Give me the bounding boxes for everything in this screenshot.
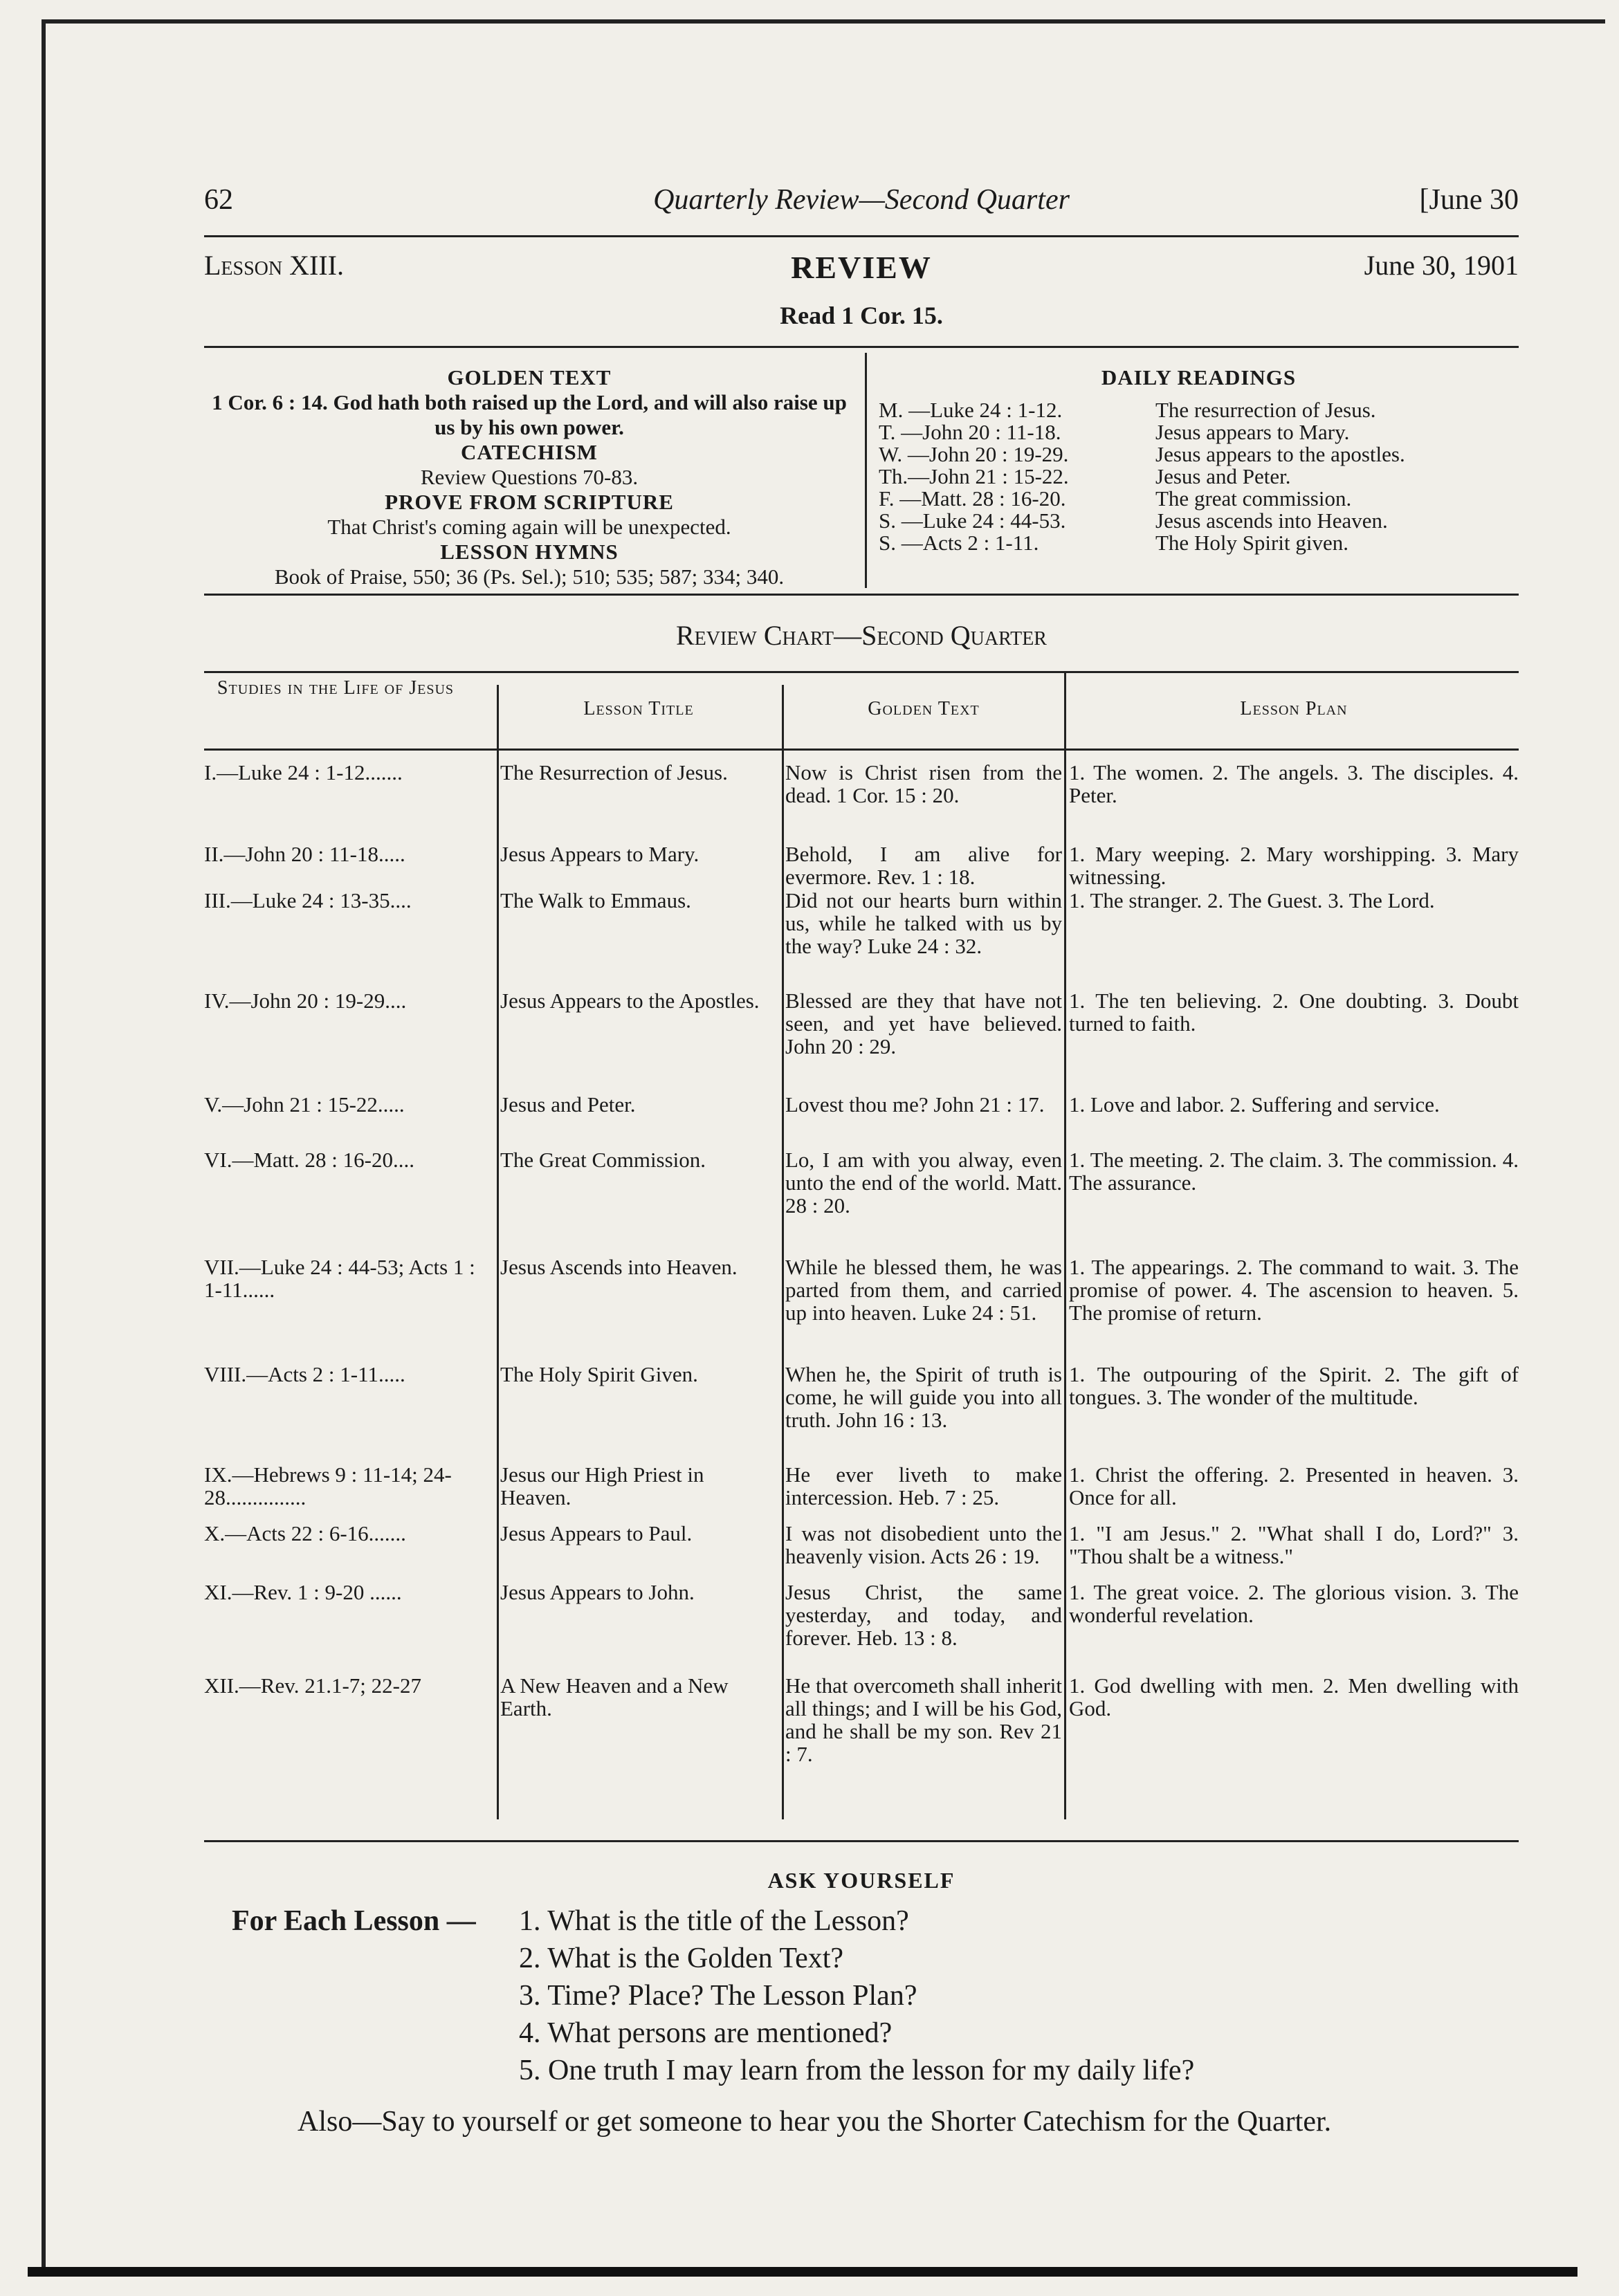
daily-reading-row (879, 399, 1519, 421)
reading-desc: The Holy Spirit given. (1155, 531, 1348, 555)
lesson-title-cell: The Holy Spirit Given. (500, 1362, 698, 1386)
golden-text-cell: Blessed are they that have not seen, and yet have believed. John 20 : 29. (785, 989, 1062, 1058)
daily-reading-row (879, 510, 1519, 532)
golden-text-cell: He ever liveth to make intercession. Heb. 7 : 25. (785, 1462, 1062, 1509)
lesson-header (204, 249, 1519, 291)
column-divider (1064, 671, 1066, 1819)
info-bottom-rule (204, 594, 1519, 596)
study-cell: II.—John 20 : 11-18..... (204, 842, 405, 866)
chart-header-rule (204, 749, 1519, 751)
lesson-title-cell: Jesus Appears to Paul. (500, 1521, 693, 1545)
golden-text-cell: Did not our hearts burn within us, while he talked with us by the way? Luke 24 : 32. (785, 888, 1062, 958)
head-rule (204, 235, 1519, 237)
lesson-title-cell: Jesus Appears to John. (500, 1580, 695, 1604)
reading-line: Read 1 Cor. 15. (780, 302, 943, 329)
daily-reading-row (879, 466, 1519, 488)
reading-desc: Jesus appears to Mary. (1155, 420, 1350, 444)
prove-heading: PROVE FROM SCRIPTURE (385, 490, 674, 514)
page-number: 62 (204, 184, 233, 216)
lesson-plan-cell: 1. The appearings. 2. The command to wait. 3. The promise of power. 4. The ascension to heaven. 5. The promise of return. (1069, 1255, 1519, 1325)
chart-bottom-rule (204, 1840, 1519, 1842)
ask-also: Also—Say to yourself or get someone to hear you the Shorter Catechism for the Quarter. (298, 2106, 1332, 2138)
lesson-title-cell: Jesus Appears to the Apostles. (500, 989, 760, 1013)
lesson-plan-cell: 1. The stranger. 2. The Guest. 3. The Lord. (1069, 888, 1435, 912)
study-cell: VII.—Luke 24 : 44-53; Acts 1 : 1-11...... (204, 1255, 475, 1302)
study-cell: V.—John 21 : 15-22..... (204, 1092, 405, 1117)
daily-readings-heading: DAILY READINGS (1101, 365, 1297, 389)
golden-text-cell: While he blessed them, he was parted from them, and carried up into heaven. Luke 24 : 51. (785, 1255, 1062, 1325)
reading-ref: Th.—John 21 : 15-22. (879, 464, 1069, 488)
page-edge-top (42, 7, 1605, 24)
golden-text-cell: Now is Christ risen from the dead. 1 Cor. 15 : 20. (785, 760, 1062, 807)
lesson-plan-cell: 1. The meeting. 2. The claim. 3. The commission. 4. The assurance. (1069, 1148, 1519, 1195)
lesson-plan-cell: 1. The ten believing. 2. One doubting. 3. Doubt turned to faith. (1069, 989, 1519, 1036)
lesson-plan-cell: 1. Christ the offering. 2. Presented in heaven. 3. Once for all. (1069, 1462, 1519, 1509)
study-cell: X.—Acts 22 : 6-16....... (204, 1521, 406, 1545)
info-box (204, 353, 1519, 588)
reading-desc: Jesus ascends into Heaven. (1155, 508, 1388, 533)
golden-text-cell: Jesus Christ, the same yesterday, and today, and forever. Heb. 13 : 8. (785, 1580, 1062, 1650)
question-list (519, 1902, 1557, 2089)
golden-text-panel (204, 353, 854, 589)
running-date: [June 30 (1419, 184, 1519, 216)
question-item: 3. Time? Place? The Lesson Plan? (519, 1980, 917, 2012)
reading-ref: S. —Luke 24 : 44-53. (879, 508, 1066, 533)
lesson-title-cell: Jesus and Peter. (500, 1092, 636, 1117)
hymns-heading: LESSON HYMNS (440, 540, 619, 564)
golden-text-cell: Lovest thou me? John 21 : 17. (785, 1092, 1045, 1117)
lesson-plan-cell: 1. Mary weeping. 2. Mary worshipping. 3. Mary witnessing. (1069, 842, 1519, 889)
study-cell: III.—Luke 24 : 13-35.... (204, 888, 412, 912)
running-head (204, 183, 1519, 225)
reading-ref: S. —Acts 2 : 1-11. (879, 531, 1039, 555)
lesson-date: June 30, 1901 (1364, 250, 1519, 281)
study-cell: XI.—Rev. 1 : 9-20 ...... (204, 1580, 402, 1604)
lesson-title: REVIEW (791, 250, 932, 285)
lesson-number: Lesson XIII. (204, 250, 344, 281)
chart-header (204, 671, 1519, 744)
golden-text-cell: When he, the Spirit of truth is come, he will guide you into all truth. John 16 : 13. (785, 1362, 1062, 1432)
lesson-plan-cell: 1. The women. 2. The angels. 3. The disciples. 4. Peter. (1069, 760, 1519, 807)
lesson-title-cell: A New Heaven and a New Earth. (500, 1673, 729, 1720)
header-studies: Studies in the Life of Jesus (217, 677, 455, 699)
lesson-plan-cell: 1. The great voice. 2. The glorious vision. 3. The wonderful revelation. (1069, 1580, 1519, 1627)
running-title: Quarterly Review—Second Quarter (653, 184, 1070, 216)
reading-desc: The resurrection of Jesus. (1155, 398, 1376, 422)
column-divider (497, 685, 499, 1819)
study-cell: XII.—Rev. 21.1-7; 22-27 (204, 1673, 421, 1698)
reading-desc: Jesus and Peter. (1155, 464, 1291, 488)
lesson-title-cell: The Walk to Emmaus. (500, 888, 691, 912)
review-chart (204, 671, 1519, 1826)
golden-text-cell: He that overcometh shall inherit all things; and I will be his God, and he shall be my son. Rev 21 : 7. (785, 1673, 1062, 1766)
golden-text-cell: Behold, I am alive for evermore. Rev. 1 : 18. (785, 842, 1062, 889)
reading-ref: F. —Matt. 28 : 16-20. (879, 486, 1066, 511)
golden-text-body: 1 Cor. 6 : 14. God hath both raised up the Lord, and will also raise up us by his own power. (212, 390, 847, 439)
question-item: 5. One truth I may learn from the lesson for my daily life? (519, 2055, 1195, 2086)
header-golden: Golden Text (868, 698, 980, 719)
golden-text-cell: Lo, I am with you alway, even unto the end of the world. Matt. 28 : 20. (785, 1148, 1062, 1218)
page-edge-bottom (28, 2267, 1577, 2290)
info-divider (865, 353, 867, 588)
catechism-heading: CATECHISM (461, 440, 598, 464)
lesson-plan-cell: 1. The outpouring of the Spirit. 2. The gift of tongues. 3. The wonder of the multitude. (1069, 1362, 1519, 1409)
page-edge-left (42, 19, 46, 2268)
hymns-text: Book of Praise, 550; 36 (Ps. Sel.); 510; 535; 587; 334; 340. (274, 564, 785, 589)
column-divider (782, 685, 784, 1819)
question-item: 4. What persons are mentioned? (519, 2017, 893, 2049)
study-cell: VIII.—Acts 2 : 1-11..... (204, 1362, 405, 1386)
review-chart-title: Review Chart—Second Quarter (676, 620, 1047, 651)
daily-reading-row (879, 488, 1519, 510)
study-cell: IV.—John 20 : 19-29.... (204, 989, 407, 1013)
reading-ref: W. —John 20 : 19-29. (879, 442, 1069, 466)
question-item: 2. What is the Golden Text? (519, 1943, 844, 1974)
header-plan: Lesson Plan (1240, 698, 1348, 719)
daily-reading-row (879, 443, 1519, 466)
daily-reading-row (879, 421, 1519, 443)
study-cell: I.—Luke 24 : 1-12....... (204, 760, 403, 784)
golden-text-heading: GOLDEN TEXT (447, 365, 612, 389)
question-item: 1. What is the title of the Lesson? (519, 1905, 909, 1937)
catechism-text: Review Questions 70-83. (420, 465, 639, 489)
prove-text: That Christ's coming again will be unexpected. (327, 515, 731, 539)
lesson-title-cell: Jesus Appears to Mary. (500, 842, 699, 866)
daily-readings-panel (879, 353, 1519, 554)
reading-desc: Jesus appears to the apostles. (1155, 442, 1405, 466)
lesson-title-cell: The Resurrection of Jesus. (500, 760, 728, 784)
lesson-plan-cell: 1. God dwelling with men. 2. Men dwelling with God. (1069, 1673, 1519, 1720)
ask-lead: For Each Lesson — (232, 1905, 476, 1937)
reading-desc: The great commission. (1155, 486, 1352, 511)
lesson-title-cell: The Great Commission. (500, 1148, 706, 1172)
lesson-title-cell: Jesus Ascends into Heaven. (500, 1255, 738, 1279)
ask-yourself-heading: ASK YOURSELF (767, 1868, 955, 1893)
info-top-rule (204, 346, 1519, 348)
reading-ref: M. —Luke 24 : 1-12. (879, 398, 1063, 422)
lesson-title-cell: Jesus our High Priest in Heaven. (500, 1462, 704, 1509)
daily-reading-row (879, 532, 1519, 554)
study-cell: VI.—Matt. 28 : 16-20.... (204, 1148, 414, 1172)
golden-text-cell: I was not disobedient unto the heavenly vision. Acts 26 : 19. (785, 1521, 1062, 1568)
header-title: Lesson Title (583, 698, 694, 719)
lesson-plan-cell: 1. "I am Jesus." 2. "What shall I do, Lord?" 3. "Thou shalt be a witness." (1069, 1521, 1519, 1568)
study-cell: IX.—Hebrews 9 : 11-14; 24-28............... (204, 1462, 452, 1509)
lesson-plan-cell: 1. Love and labor. 2. Suffering and service. (1069, 1092, 1440, 1117)
reading-ref: T. —John 20 : 11-18. (879, 420, 1061, 444)
